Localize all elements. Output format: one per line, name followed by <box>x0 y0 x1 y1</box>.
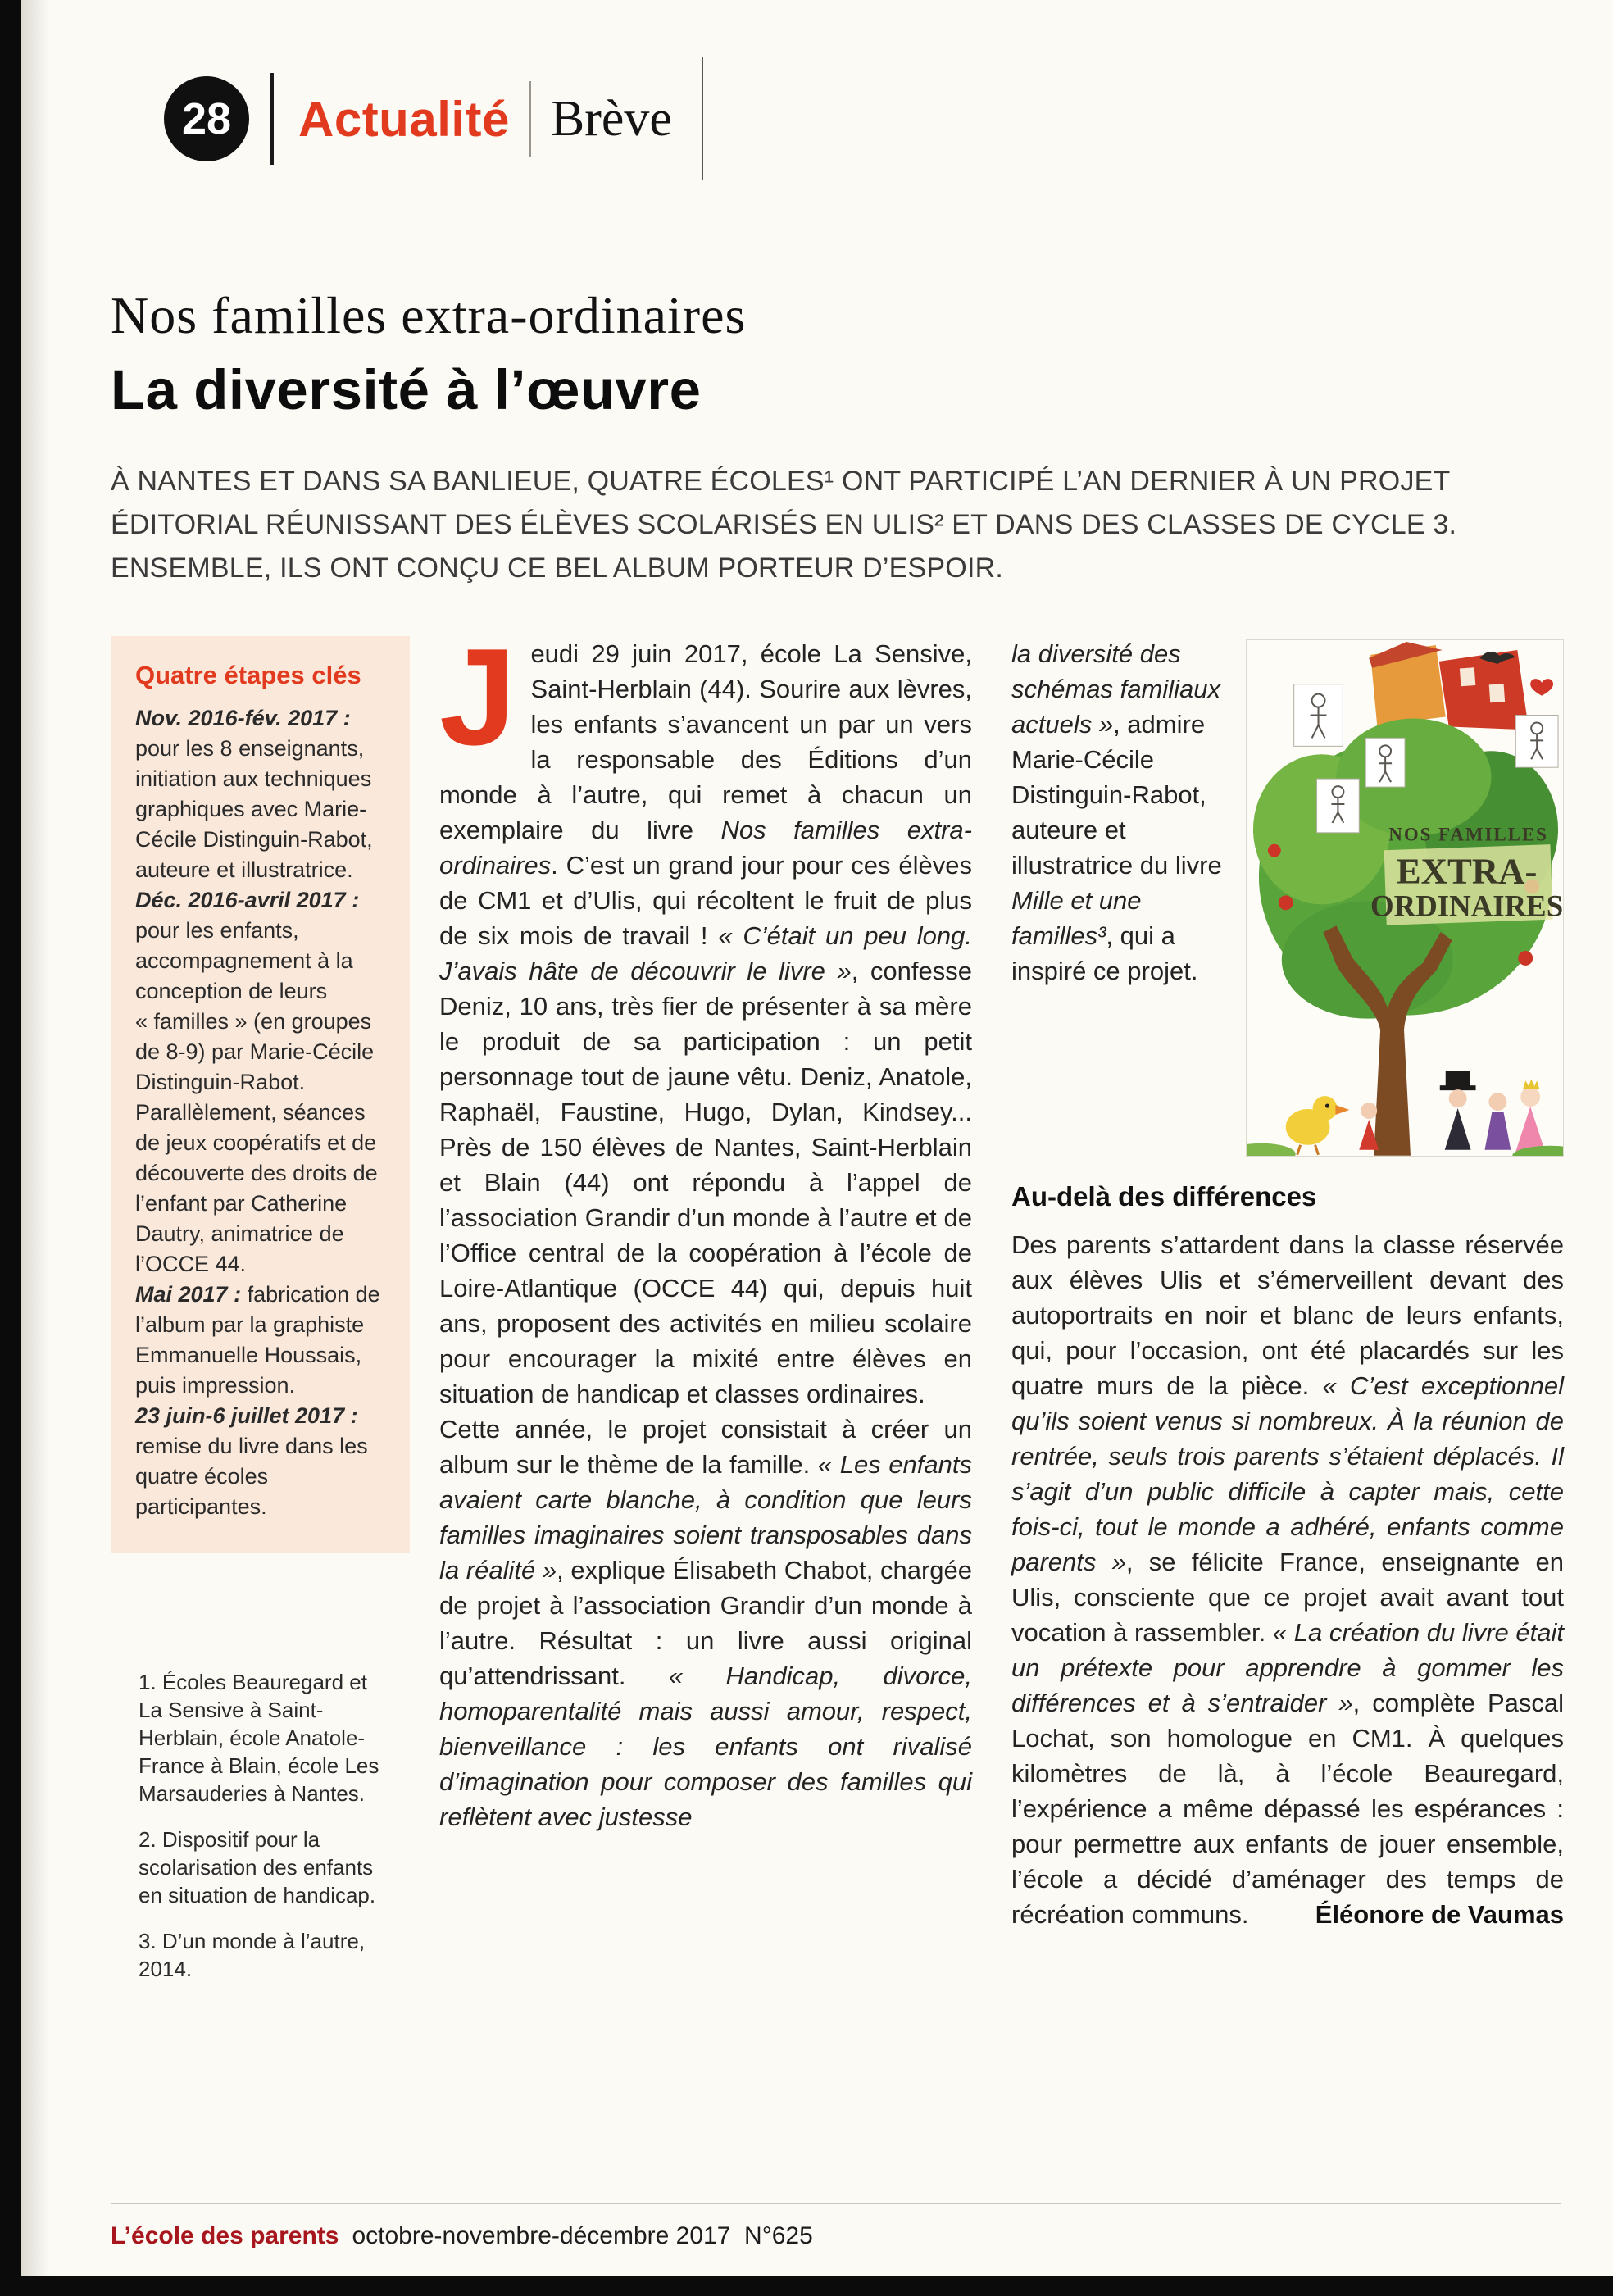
title-block <box>111 285 1564 590</box>
divider <box>529 81 531 157</box>
article-columns <box>111 620 1564 1983</box>
left-column <box>111 636 410 1983</box>
subsection-label: Brève <box>550 90 672 147</box>
cover-title-line1: NOS FAMILLES <box>1388 824 1548 845</box>
paragraph-text: eudi 29 juin 2017, école La Sensive, Saint-Herblain (44). Sourire aux lèvres, les enfants s’avancent un par un vers la responsable des Éditions d’un monde à l’autre, qui remet à chacun un exemplaire du livre Nos familles extra-ordinaires. C’est un grand jour pour ces élèves de CM1 et d’Ulis, qui récoltent le fruit de plus de six mois de travail ! « C’était un peu long. J’avais hâte de découvrir le livre », confesse Deniz, 10 ans, très fier de présenter à sa mère le produit de sa participation : un petit personnage tout de jaune vêtu. Deniz, Anatole, Raphaël, Faustine, Hugo, Dylan, Kindsey... Près de 150 élèves de Nantes, Saint-Herblain et Blain (44) ont répondu à l’appel de l’association Grandir d’un monde à l’autre et de l’Office central de la coopération à l’école de Loire-Atlantique (OCCE 44) qui, depuis huit ans, proposent des activités en milieu scolaire pour encourager la mixité entre élèves en situation de handicap et classes ordinaires. <box>439 639 972 1408</box>
article-byline: Éléonore de Vaumas <box>1315 1899 1564 1929</box>
paragraph-text: Cette année, le projet consistait à créer un album sur le thème de la famille. « Les enfants avaient carte blanche, à condition que leurs familles imaginaires soient transposables dans la réalité », explique Élisabeth Chabot, chargée de projet à l’association Grandir d’un monde à l’autre. Résultat : un livre aussi original qu’attendrissant. « Handicap, divorce, homoparentalité mais aussi amour, respect, bienveillance : les enfants ont rivalisé d’imagination pour composer des familles qui reflètent avec justesse <box>439 1415 973 1831</box>
section-label: Actualité <box>298 91 510 147</box>
key-steps-box <box>111 636 410 1553</box>
footnote: 3. D’un monde à l’autre, 2014. <box>139 1929 366 1981</box>
key-step-item <box>135 885 385 1280</box>
paragraph-text: la diversité des schémas familiaux actuels », admire Marie-Cécile Distinguin-Rabot, auteure et illustratrice du livre Mille et une familles³, qui a inspiré ce projet. <box>1011 639 1222 985</box>
divider <box>702 57 703 180</box>
key-step-date: 23 juin-6 juillet 2017 : <box>135 1403 358 1428</box>
right-column <box>1011 636 1564 1932</box>
key-step-text: pour les 8 enseignants, initiation aux techniques graphiques avec Marie-Cécile Distinguin-Rabot, auteure et illustratrice. <box>135 736 373 882</box>
page-number-badge: 28 <box>164 76 249 161</box>
magazine-name: L’école des parents <box>111 2222 339 2249</box>
scan-edge-left <box>0 0 21 2296</box>
footnote: 1. Écoles Beauregard et La Sensive à Saint-Herblain, école Anatole-France à Blain, école Les Marsauderies à Nantes. <box>139 1670 379 1806</box>
key-step-date: Déc. 2016-avril 2017 : <box>135 888 360 912</box>
book-cover-illustration <box>1247 640 1563 1156</box>
footnotes <box>111 1668 381 1983</box>
masthead <box>0 0 1613 180</box>
article-title: La diversité à l’œuvre <box>111 358 702 421</box>
divider <box>270 73 274 165</box>
scan-shadow-left <box>21 0 49 2296</box>
section-subhead: Au-delà des différences <box>1011 1180 1317 1212</box>
cover-title <box>1370 825 1563 925</box>
key-step-item <box>135 703 385 885</box>
key-step-text: remise du livre dans les quatre écoles participantes. <box>135 1434 368 1519</box>
article-standfirst: À NANTES ET DANS SA BANLIEUE, QUATRE ÉCOLES¹ ONT PARTICIPÉ L’AN DERNIER À UN PROJET ÉDITORIAL RÉUNISSANT DES ÉLÈVES SCOLARISÉS EN ULIS² ET DANS DES CLASSES DE CYCLE 3. ENSEMBLE, ILS ONT CONÇU CE BEL ALBUM PORTEUR D’ESPOIR. <box>111 466 1457 584</box>
cover-title-line3: ORDINAIRES <box>1370 889 1563 923</box>
key-step-date: Nov. 2016-fév. 2017 : <box>135 706 351 730</box>
drop-cap: J <box>439 620 516 774</box>
key-step-item <box>135 1280 385 1401</box>
middle-column <box>439 620 973 1835</box>
key-step-text: pour les enfants, accompagnement à la conception de leurs « familles » (en groupes de 8-9) par Marie-Cécile Distinguin-Rabot. Parallèlement, séances de jeux coopératifs et de découverte des droits de l’enfant par Catherine Dautry, animatrice de l’OCCE 44. <box>135 918 378 1276</box>
key-steps-title: Quatre étapes clés <box>135 661 361 689</box>
scan-edge-bottom <box>0 2276 1613 2296</box>
key-step-item <box>135 1401 385 1522</box>
paragraph-text: Des parents s’attardent dans la classe réservée aux élèves Ulis et s’émerveillent devant des autoportraits en noir et blanc de leurs enfants, qui, pour l’occasion, ont été placardés sur les quatre murs de la pièce. « C’est exceptionnel qu’ils soient venus si nombreux. À la réunion de rentrée, seuls trois parents s’étaient déplacés. Il s’agit d’un public difficile à capter mais, cette fois-ci, tout le monde a adhéré, enfants comme parents », se félicite France, enseignante en Ulis, consciente que ce projet avait avant tout vocation à rassembler. « La création du livre était un prétexte pour apprendre à gommer les différences et à s’entraider », complète Pascal Lochat, son homologue en CM1. À quelques kilomètres de là, à l’école Beauregard, l’expérience a même dépassé les espérances : pour permettre aux enfants de jouer ensemble, l’école a décidé d’aménager des temps de récréation communs. <box>1011 1230 1564 1929</box>
footnote: 2. Dispositif pour la scolarisation des enfants en situation de handicap. <box>139 1827 376 1907</box>
article-paragraph <box>1011 1227 1564 1932</box>
article-paragraph <box>439 620 972 1412</box>
article-kicker: Nos familles extra-ordinaires <box>111 286 747 344</box>
key-step-text: fabrication de l’album par la graphiste Emmanuelle Houssais, puis impression. <box>135 1282 380 1398</box>
page-footer <box>111 2203 1561 2250</box>
book-cover <box>1246 639 1564 1157</box>
issue-info: octobre-novembre-décembre 2017 N°625 <box>352 2222 813 2249</box>
cover-title-line2: EXTRA- <box>1396 850 1538 892</box>
key-step-date: Mai 2017 : <box>135 1282 242 1307</box>
article-paragraph <box>439 1412 972 1835</box>
